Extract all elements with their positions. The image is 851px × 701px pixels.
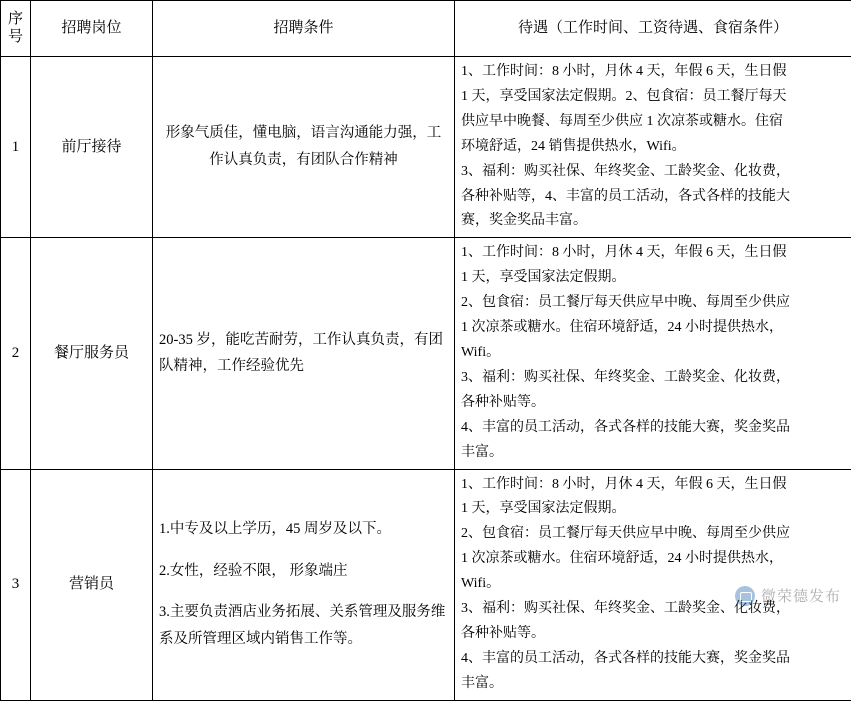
- row-condition: 20-35 岁，能吃苦耐劳，工作认真负责，有团队精神，工作经验优先: [153, 238, 455, 469]
- column-header-no: 序号: [1, 1, 31, 57]
- row-index: 2: [1, 238, 31, 469]
- row-treatment: 1、工作时间：8 小时，月休 4 天，年假 6 天，生日假 1 天，享受国家法定假期。 2、包食宿：员工餐厅每天供应早中晚、每周至少供应 1 次凉茶或糖水。住宿环境舒适，24 小时提供热水， Wifi。 3、福利：购买社保、年终奖金、工龄奖金、化妆费， 各种补贴等。 4、丰富的员工活动，各式各样的技能大赛，奖金奖品 丰富。: [455, 238, 851, 469]
- row-treatment: 1、工作时间：8 小时，月休 4 天，年假 6 天，生日假 1 天，享受国家法定假期。2、包食宿：员工餐厅每天 供应早中晚餐、每周至少供应 1 次凉茶或糖水。住宿 环境舒适，24 销售提供热水，Wifi。 3、福利：购买社保、年终奖金、工龄奖金、化妆费， 各种补贴等，4、丰富的员工活动，各式各样的技能大 赛，奖金奖品丰富。: [455, 57, 851, 238]
- row-post-name: 前厅接待: [31, 57, 153, 238]
- table-row: [1, 238, 851, 469]
- column-header-post: 招聘岗位: [31, 1, 153, 57]
- table-row: [1, 57, 851, 238]
- column-header-condition: 招聘条件: [153, 1, 455, 57]
- table-header-row: [1, 1, 851, 57]
- row-index: 1: [1, 57, 31, 238]
- row-treatment: 1、工作时间：8 小时，月休 4 天，年假 6 天，生日假 1 天，享受国家法定假期。 2、包食宿：员工餐厅每天供应早中晚、每周至少供应 1 次凉茶或糖水。住宿环境舒适，24 小时提供热水， Wifi。 3、福利：购买社保、年终奖金、工龄奖金、化妆费， 各种补贴等。 4、丰富的员工活动，各式各样的技能大赛，奖金奖品 丰富。: [455, 469, 851, 700]
- row-condition: 形象气质佳，懂电脑，语言沟通能力强，工作认真负责，有团队合作精神: [153, 57, 455, 238]
- column-header-treatment: 待遇（工作时间、工资待遇、食宿条件）: [455, 1, 851, 57]
- watermark-label: 微荣德发布: [761, 585, 841, 606]
- row-index: 3: [1, 469, 31, 700]
- table-row: [1, 469, 851, 700]
- row-condition: 1.中专及以上学历，45 周岁及以下。 2.女性，经验不限， 形象端庄 3.主要负责酒店业务拓展、关系管理及服务维系及所管理区域内销售工作等。: [153, 469, 455, 700]
- table-body: [1, 57, 851, 701]
- row-post-name: 营销员: [31, 469, 153, 700]
- row-post-name: 餐厅服务员: [31, 238, 153, 469]
